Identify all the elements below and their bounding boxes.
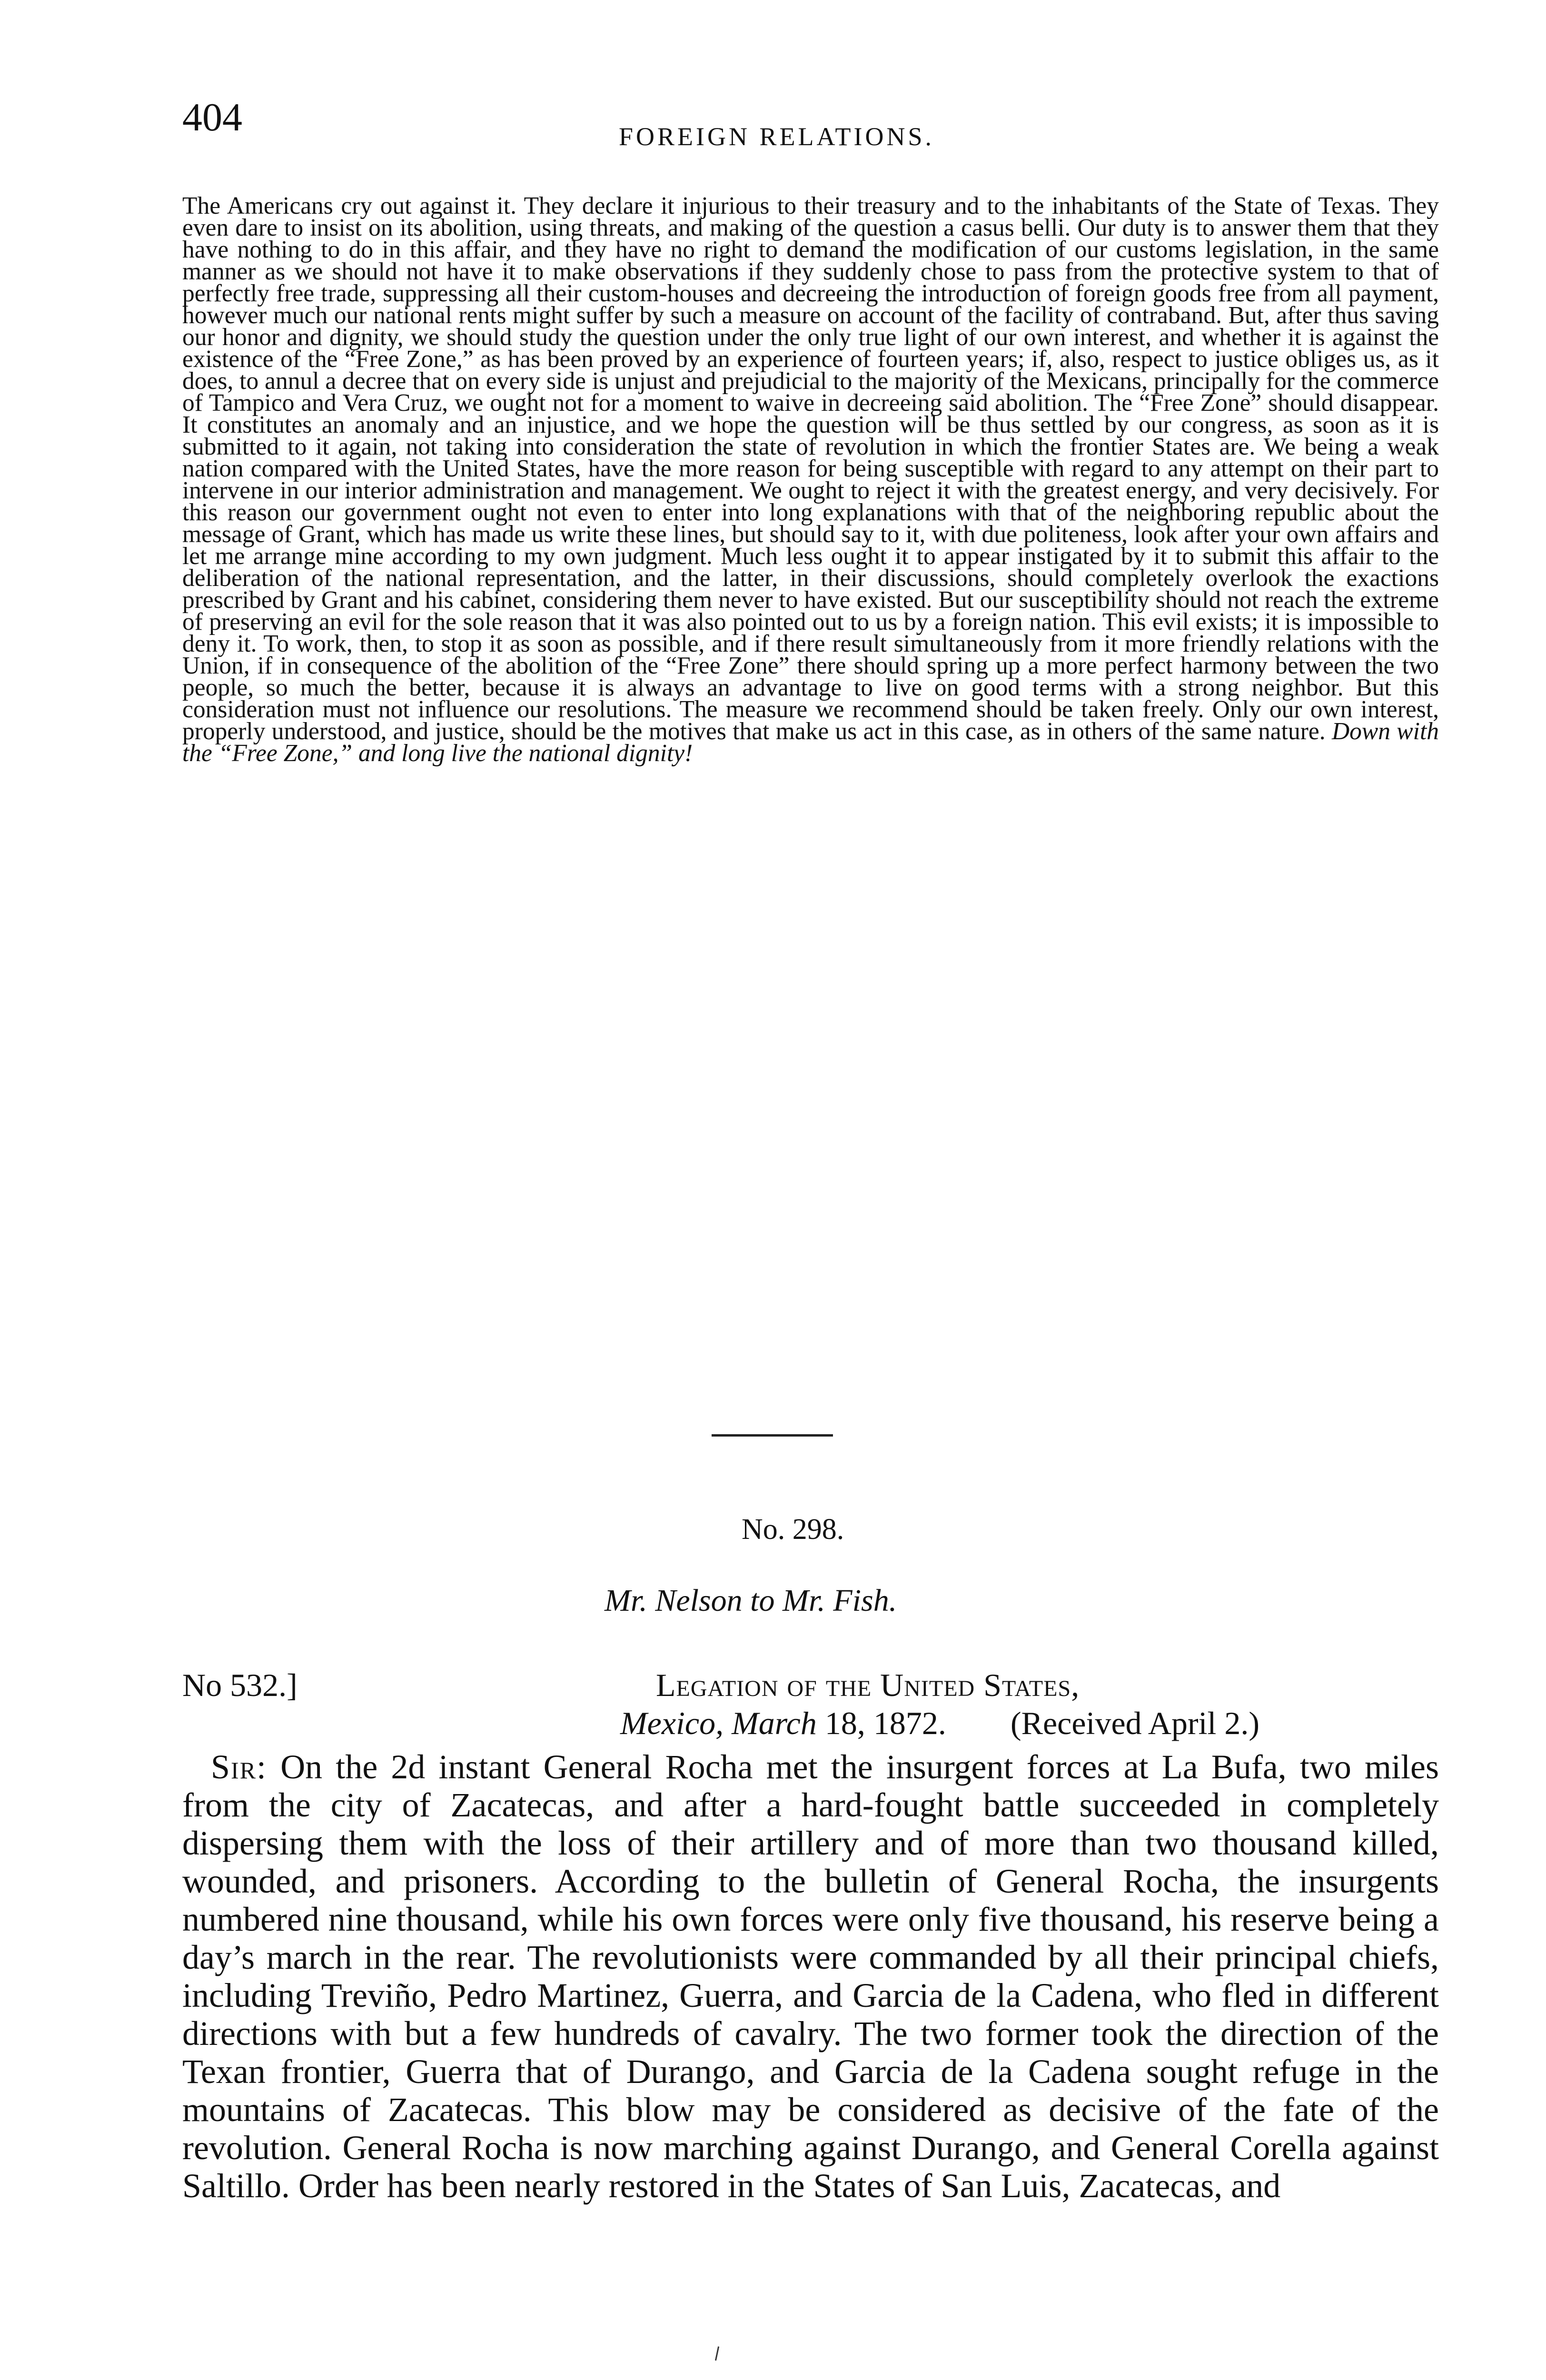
salutation: Sir: — [211, 1748, 268, 1786]
date-rest: 18, 1872. — [824, 1705, 946, 1741]
dispatch-number: No 532.] — [182, 1667, 297, 1703]
letter-body — [182, 1748, 1439, 2205]
page-number: 404 — [182, 95, 242, 139]
legation-line: Legation of the United States, — [656, 1667, 1080, 1703]
place-date — [620, 1704, 946, 1742]
section-divider — [712, 1434, 833, 1437]
letter-paragraph — [182, 1748, 1439, 2205]
article-text: The Americans cry out against it. They declare it injurious to their treasury and to the inhabitants of the State of Texas. They even dare to insist on its abolition, using threats, and making of the question a casus belli. Our duty is to answer them that they have nothing to do in this affair, and they have no right to demand the modification of our customs legislation, in the same manner as we should not have it to make observations if they suddenly chose to pass from the protective system to that of perfectly free trade, suppressing all their custom-houses and decreeing the introduction of foreign goods free from all payment, however much our national rents might suffer by such a measure on account of the facility of contraband. But, after thus saving our honor and dignity, we should study the question under the only true light of our own interest, and whether it is against the existence of the “Free Zone,” as has been proved by an experience of fourteen years; if, also, respect to justice obliges us, as it does, to annul a decree that on every side is unjust and prejudicial to the majority of the Mexicans, principally for the commerce of Tampico and Vera Cruz, we ought not for a moment to waive in decreeing said abolition. The “Free Zone” should disappear. It constitutes an anomaly and an injustice, and we hope the question will be thus settled by our congress, as soon as it is submitted to it again, not taking into consideration the state of revolution in which the frontier States are. We being a weak nation compared with the United States, have the more reason for being susceptible with regard to any attempt on their part to intervene in our interior administration and management. We ought to reject it with the greatest energy, and very decisively. For this reason our government ought not even to enter into long explanations with that of the neighboring republic about the message of Grant, which has made us write these lines, but should say to it, with due politeness, look after your own affairs and let me arrange mine according to my own judgment. Much less ought it to appear instigated by it to submit this affair to the deliberation of the national representation, and the latter, in their discussions, should completely overlook the exactions prescribed by Grant and his cabinet, considering them never to have existed. But our susceptibility should not reach the extreme of preserving an evil for the sole reason that it was also pointed out to us by a foreign nation. This evil exists; it is impossible to deny it. To work, then, to stop it as soon as possible, and if there result simultaneously from it more friendly relations with the Union, if in consequence of the abolition of the “Free Zone” there should spring up a more perfect harmony between the two people, so much the better, because it is always an advantage to live on good terms with a strong neighbor. But this consideration must not influence our resolutions. The measure we recommend should be taken freely. Only our own interest, properly understood, and justice, should be the motives that make us act in this case, as in others of the same nature. — [182, 192, 1439, 745]
article-closing: Down with the “Free Zone,” and long live the national dignity! — [182, 718, 1439, 767]
place-name: Mexico, March — [620, 1705, 817, 1741]
stray-mark — [715, 2346, 722, 2361]
letter-heading-row-1 — [182, 1666, 1439, 1704]
article-paragraph — [182, 192, 1439, 767]
received-date: (Received April 2.) — [1011, 1705, 1260, 1741]
letter-heading — [182, 1666, 1439, 1742]
document-number: No. 298. — [742, 1513, 844, 1546]
letter-heading-row-2 — [182, 1704, 1439, 1742]
letter-text: On the 2d instant General Rocha met the insurgent forces at La Bufa, two miles from the city of Zacatecas, and after a hard-fought battle succeeded in completely dispersing them with the loss of their artillery and of more than two thousand killed, wounded, and prisoners. According to the bulletin of General Rocha, the insurgents numbered nine thousand, while his own forces were only five thousand, his reserve being a day’s march in the rear. The revolutionists were commanded by all their principal chiefs, including Treviño, Pedro Martinez, Guerra, and Garcia de la Cadena, who fled in different directions with but a few hundreds of cavalry. The two former took the direction of the Texan frontier, Guerra that of Durango, and Garcia de la Cadena sought refuge in the mountains of Zacatecas. This blow may be considered as decisive of the fate of the revolution. General Rocha is now marching against Durango, and General Corella against Saltillo. Order has been nearly restored in the States of San Luis, Zacatecas, and — [182, 1748, 1439, 2205]
document-title: Mr. Nelson to Mr. Fish. — [605, 1583, 897, 1618]
article-excerpt — [182, 192, 1439, 767]
running-head: FOREIGN RELATIONS. — [619, 122, 935, 151]
